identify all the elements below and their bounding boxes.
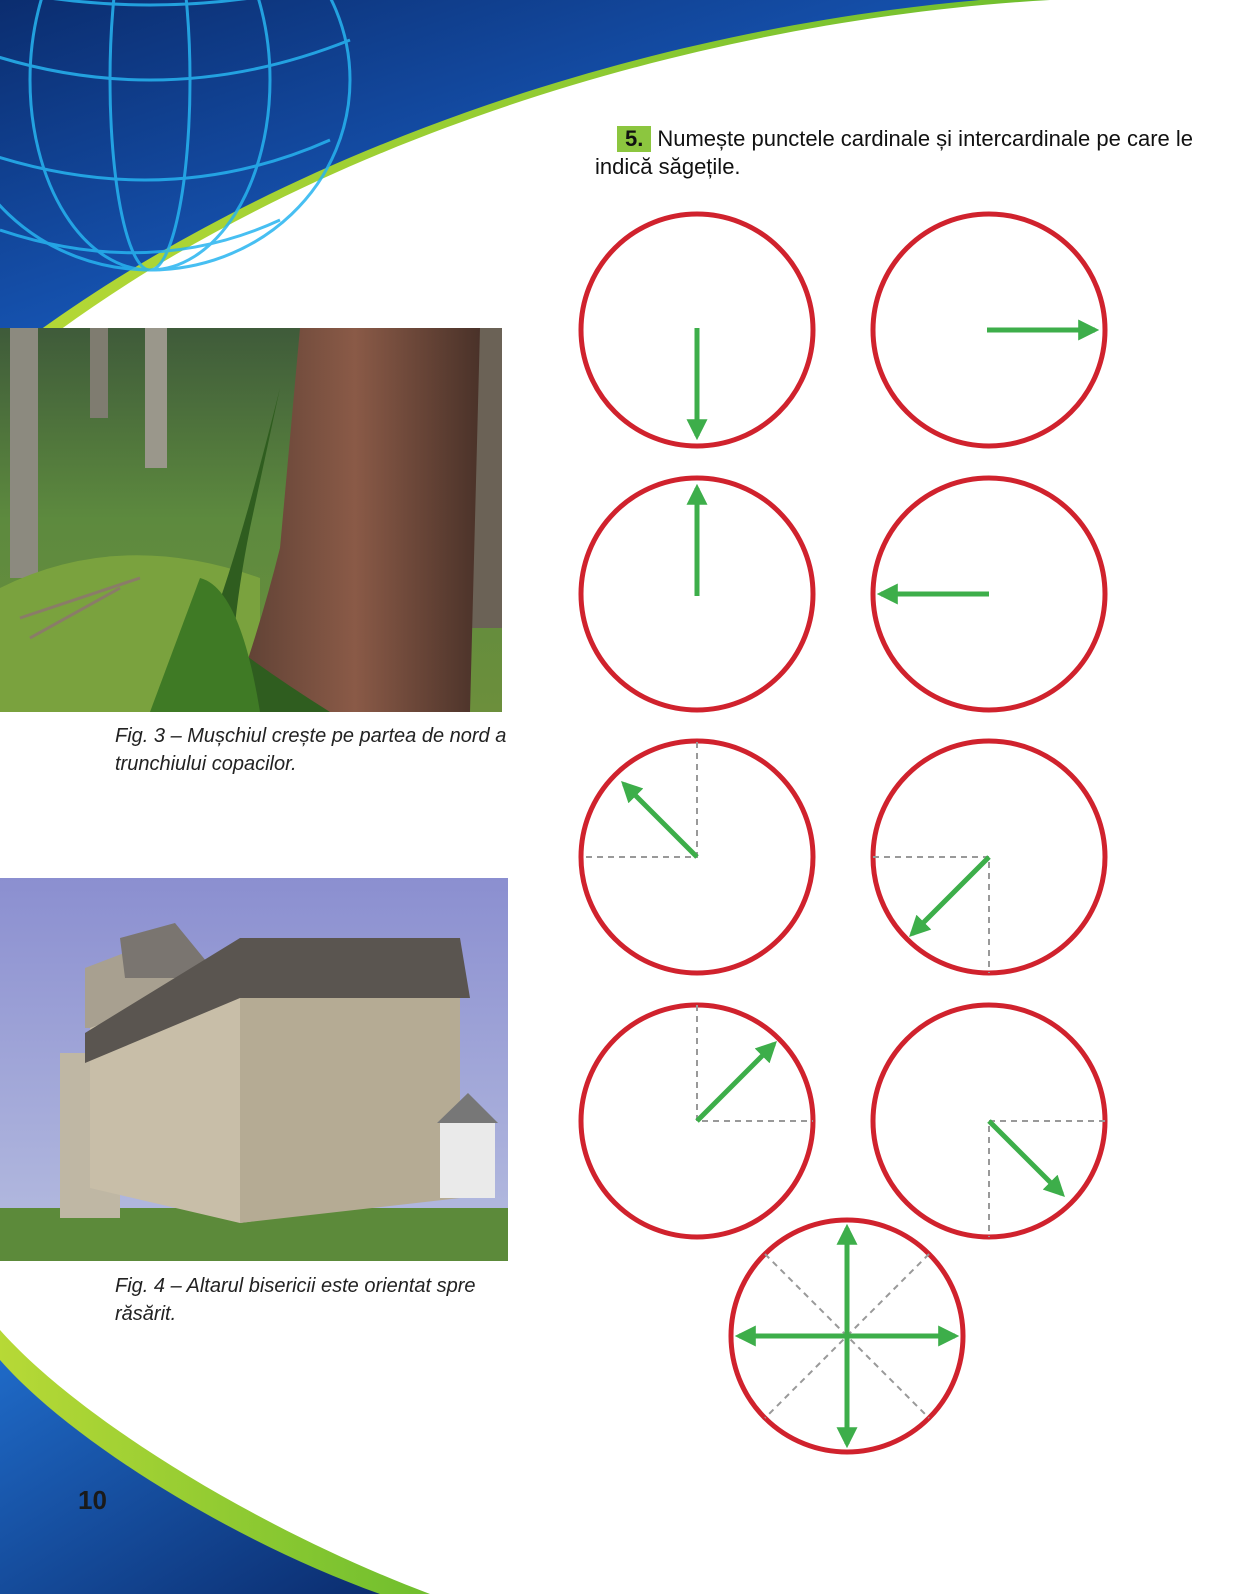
figure-4-caption: Fig. 4 – Altarul bisericii este orientat spre răsărit. xyxy=(115,1275,476,1325)
figure-3-caption: Fig. 3 – Mușchiul crește pe partea de nord a trunchiului copacilor. xyxy=(115,725,507,775)
page-number: 10 xyxy=(78,1485,107,1515)
exercise-text: Numește punctele cardinale și intercardinale pe care le indică săgețile. xyxy=(595,126,1193,179)
exercise-number: 5. xyxy=(617,126,651,152)
